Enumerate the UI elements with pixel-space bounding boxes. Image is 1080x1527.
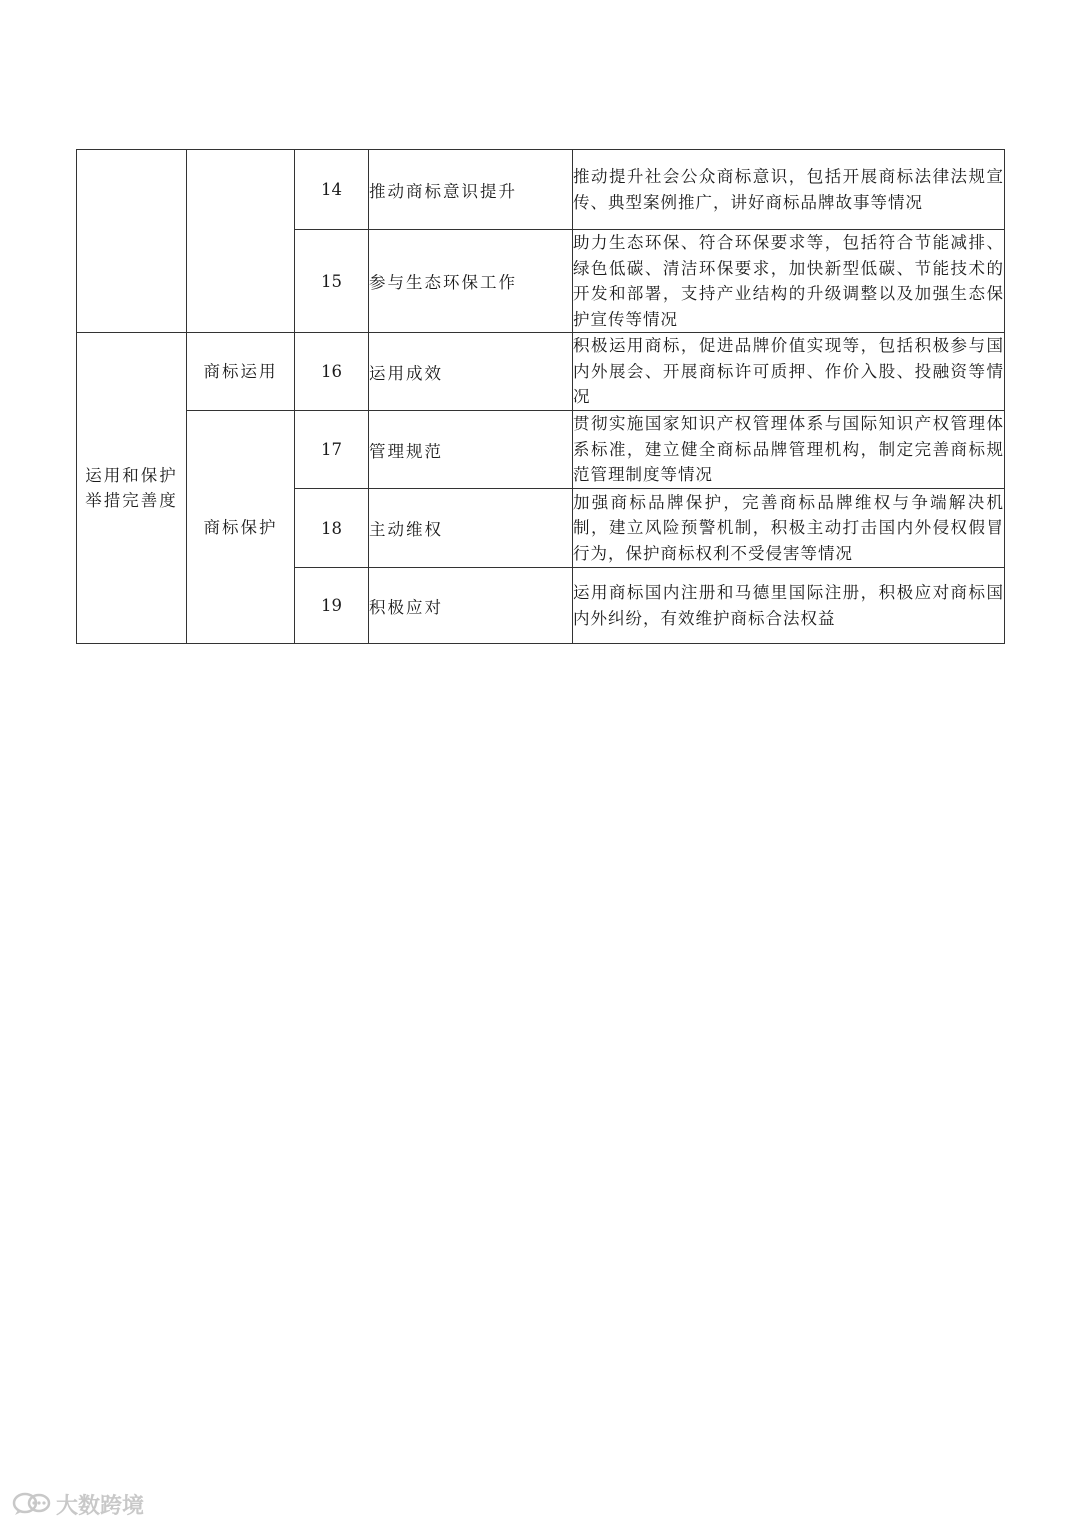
indicator-name: 主动维权 bbox=[369, 489, 573, 568]
indicator-description: 积极运用商标，促进品牌价值实现等，包括积极参与国内外展会、开展商标许可质押、作价入股、投融资等情况 bbox=[573, 333, 1005, 411]
watermark bbox=[12, 1491, 144, 1517]
row-number: 19 bbox=[295, 568, 369, 644]
row-number: 14 bbox=[295, 150, 369, 230]
indicator-name: 参与生态环保工作 bbox=[369, 230, 573, 333]
indicator-name: 管理规范 bbox=[369, 411, 573, 489]
indicator-name: 积极应对 bbox=[369, 568, 573, 644]
row-number: 17 bbox=[295, 411, 369, 489]
table-row bbox=[77, 333, 1005, 411]
subcategory-cell: 商标运用 bbox=[187, 333, 295, 411]
subcategory-cell bbox=[187, 150, 295, 333]
watermark-text: 大数跨境 bbox=[56, 1493, 145, 1519]
indicator-description: 贯彻实施国家知识产权管理体系与国际知识产权管理体系标准，建立健全商标品牌管理机构，制定完善商标规范管理制度等情况 bbox=[573, 411, 1005, 489]
chat-bubbles-logo-icon bbox=[12, 1492, 52, 1516]
indicator-description: 加强商标品牌保护，完善商标品牌维权与争端解决机制，建立风险预警机制，积极主动打击国内外侵权假冒行为，保护商标权利不受侵害等情况 bbox=[573, 489, 1005, 568]
indicator-name: 运用成效 bbox=[369, 333, 573, 411]
indicator-description: 推动提升社会公众商标意识，包括开展商标法律法规宣传、典型案例推广，讲好商标品牌故事等情况 bbox=[573, 150, 1005, 230]
row-number: 15 bbox=[295, 230, 369, 333]
table-row bbox=[77, 150, 1005, 230]
category-cell: 运用和保护举措完善度 bbox=[77, 333, 187, 644]
row-number: 18 bbox=[295, 489, 369, 568]
category-cell bbox=[77, 150, 187, 333]
evaluation-table bbox=[76, 149, 1005, 644]
row-number: 16 bbox=[295, 333, 369, 411]
indicator-description: 助力生态环保、符合环保要求等，包括符合节能减排、绿色低碳、清洁环保要求，加快新型低碳、节能技术的开发和部署，支持产业结构的升级调整以及加强生态保护宣传等情况 bbox=[573, 230, 1005, 333]
table-row bbox=[77, 411, 1005, 489]
indicator-name: 推动商标意识提升 bbox=[369, 150, 573, 230]
subcategory-cell: 商标保护 bbox=[187, 411, 295, 644]
indicator-description: 运用商标国内注册和马德里国际注册，积极应对商标国内外纠纷，有效维护商标合法权益 bbox=[573, 568, 1005, 644]
